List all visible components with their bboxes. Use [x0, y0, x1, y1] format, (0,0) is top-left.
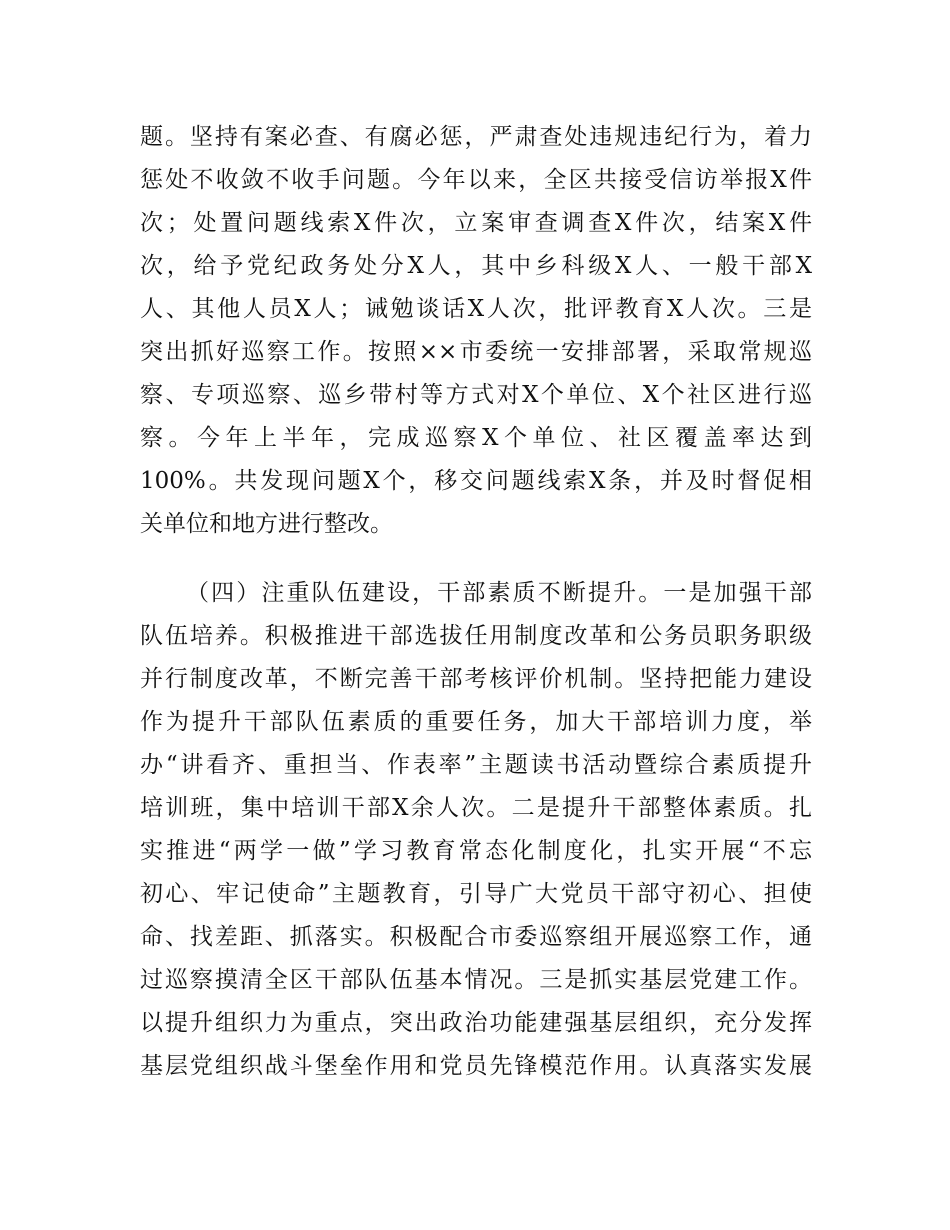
- text-line: 办“讲看齐、重担当、作表率”主题读书活动暨综合素质提升: [140, 752, 812, 778]
- paragraph-1: [140, 116, 812, 546]
- text-line: 队伍培养。积极推进干部选拔任用制度改革和公务员职务职级: [140, 623, 812, 649]
- text-line: 实推进“两学一做”学习教育常态化制度化，扎实开展“不忘: [140, 838, 812, 864]
- text-line: 题。坚持有案必查、有腐必惩，严肃查处违规违纪行为，着力: [140, 124, 812, 150]
- text-line: 以提升组织力为重点，突出政治功能建强基层组织，充分发挥: [140, 1010, 812, 1036]
- body-text: [140, 116, 812, 1088]
- text-line: 察。今年上半年，完成巡察X个单位、社区覆盖率达到: [140, 425, 812, 451]
- text-line: 培训班，集中培训干部X余人次。二是提升干部整体素质。扎: [140, 795, 812, 821]
- paragraph-gap: [140, 546, 812, 572]
- text-line: 惩处不收敛不收手问题。今年以来，全区共接受信访举报X件: [140, 167, 812, 193]
- text-line: 次；处置问题线索X件次，立案审查调查X件次，结案X件: [140, 210, 812, 236]
- text-line: 初心、牢记使命”主题教育，引导广大党员干部守初心、担使: [140, 881, 812, 907]
- text-line: 并行制度改革，不断完善干部考核评价机制。坚持把能力建设: [140, 666, 812, 692]
- text-line: 100%。共发现问题X个，移交问题线索X条，并及时督促相: [140, 468, 812, 494]
- text-line: 关单位和地方进行整改。: [140, 511, 393, 537]
- text-line: 过巡察摸清全区干部队伍基本情况。三是抓实基层党建工作。: [140, 967, 812, 993]
- text-line: 作为提升干部队伍素质的重要任务，加大干部培训力度，举: [140, 709, 812, 735]
- text-line: 人、其他人员X人；诫勉谈话X人次，批评教育X人次。三是: [140, 296, 812, 322]
- text-line: 次，给予党纪政务处分X人，其中乡科级X人、一般干部X: [140, 253, 812, 279]
- text-line: 察、专项巡察、巡乡带村等方式对X个单位、X个社区进行巡: [140, 382, 812, 408]
- text-line: （四）注重队伍建设，干部素质不断提升。一是加强干部: [186, 580, 812, 606]
- paragraph-2: [140, 572, 812, 1088]
- text-line: 基层党组织战斗堡垒作用和党员先锋模范作用。认真落实发展: [140, 1053, 812, 1079]
- text-line: 突出抓好巡察工作。按照××市委统一安排部署，采取常规巡: [140, 339, 812, 365]
- text-line: 命、找差距、抓落实。积极配合市委巡察组开展巡察工作，通: [140, 924, 812, 950]
